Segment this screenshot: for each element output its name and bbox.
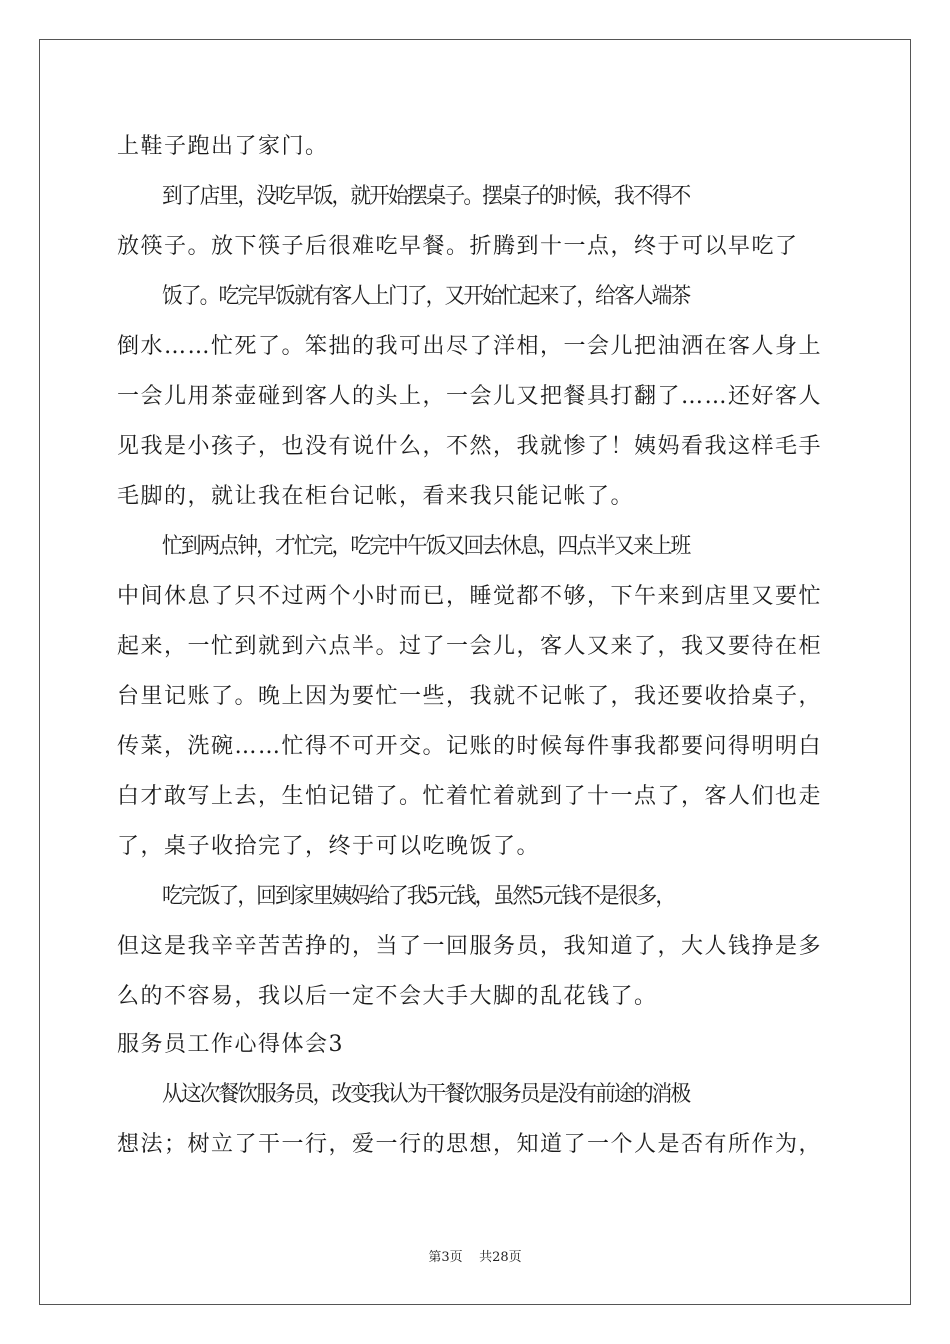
total-pages: 共28页: [479, 1250, 522, 1265]
text-line: 到了店里，没吃早饭，就开始摆桌子。摆桌子的时候，我不得不: [162, 184, 690, 209]
text-line: 白才敢写上去，生怕记错了。忙着忙着就到了十一点了，客人们也走: [117, 784, 823, 809]
text-line: 忙到两点钟，才忙完，吃完中午饭又回去休息，四点半又来上班: [162, 534, 690, 559]
text-line: 中间休息了只不过两个小时而已，睡觉都不够，下午来到店里又要忙: [117, 584, 823, 609]
page-number: 第3页: [428, 1250, 463, 1265]
text-line: 台里记账了。晚上因为要忙一些，我就不记帐了，我还要收拾桌子，: [117, 684, 823, 709]
text-line: 吃完饭了，回到家里姨妈给了我5元钱，虽然5元钱不是很多，: [162, 884, 675, 909]
text-line: 但这是我辛辛苦苦挣的，当了一回服务员，我知道了，大人钱挣是多: [117, 934, 823, 959]
text-line: 饭了。吃完早饭就有客人上门了，又开始忙起来了，给客人端茶: [162, 284, 690, 309]
text-line: 毛脚的，就让我在柜台记帐，看来我只能记帐了。: [117, 484, 635, 509]
text-line: 倒水……忙死了。笨拙的我可出尽了洋相，一会儿把油洒在客人身上: [117, 334, 823, 359]
section-heading: 服务员工作心得体会3: [117, 1032, 344, 1057]
text-line: 上鞋子跑出了家门。: [117, 134, 329, 159]
text-line: 一会儿用茶壶碰到客人的头上，一会儿又把餐具打翻了……还好客人: [117, 384, 823, 409]
text-line: 么的不容易，我以后一定不会大手大脚的乱花钱了。: [117, 984, 658, 1009]
text-line: 想法；树立了干一行，爱一行的思想，知道了一个人是否有所作为，: [117, 1132, 823, 1157]
text-line: 起来，一忙到就到六点半。过了一会儿，客人又来了，我又要待在柜: [117, 634, 823, 659]
text-line: 从这次餐饮服务员，改变我认为干餐饮服务员是没有前途的消极: [162, 1082, 690, 1107]
text-line: 了，桌子收拾完了，终于可以吃晚饭了。: [117, 834, 541, 859]
text-line: 放筷子。放下筷子后很难吃早餐。折腾到十一点，终于可以早吃了: [117, 234, 799, 259]
text-line: 传菜，洗碗……忙得不可开交。记账的时候每件事我都要问得明明白: [117, 734, 823, 759]
page-footer: [0, 1249, 950, 1267]
text-line: 见我是小孩子，也没有说什么，不然，我就惨了！姨妈看我这样毛手: [117, 434, 823, 459]
page-frame: [39, 39, 911, 1305]
